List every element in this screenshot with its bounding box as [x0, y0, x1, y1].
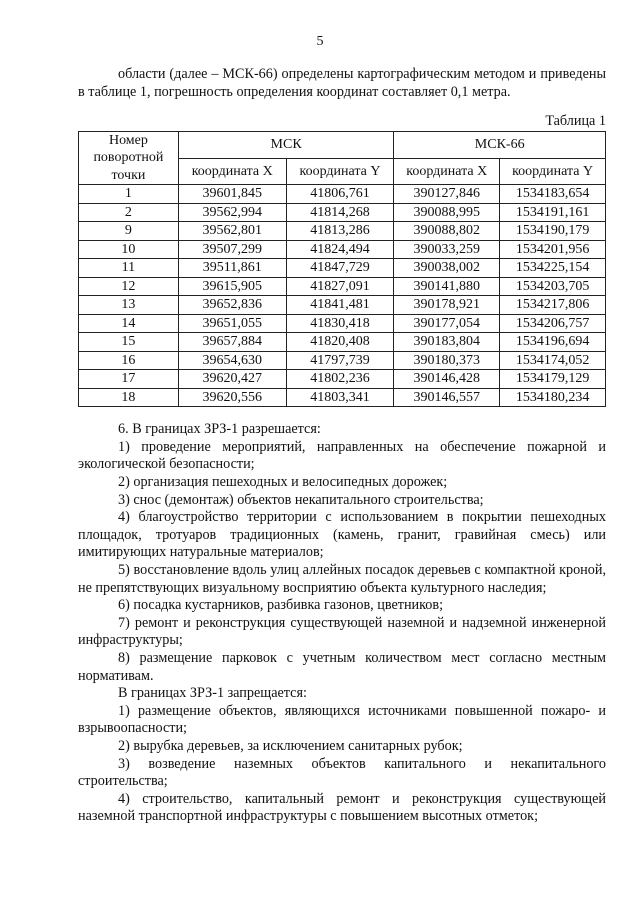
cell-msk-x: 39601,845 — [178, 185, 286, 204]
permitted-item-4: 4) благоустройство территории с использованием в покрытии пешеходных площадок, тротуаров традиционных (камень, гранит, гравийная смесь) или имитирующих натуральные материалов; — [78, 509, 606, 561]
cell-point-number: 2 — [79, 203, 179, 222]
cell-msk66-x: 390177,054 — [394, 314, 500, 333]
cell-msk66-y: 1534196,694 — [500, 333, 606, 352]
cell-msk-y: 41806,761 — [286, 185, 394, 204]
table-row — [79, 277, 606, 296]
cell-msk-y: 41797,739 — [286, 351, 394, 370]
cell-msk-x: 39620,427 — [178, 370, 286, 389]
cell-msk66-y: 1534201,956 — [500, 240, 606, 259]
table-row — [79, 333, 606, 352]
cell-msk-x: 39507,299 — [178, 240, 286, 259]
cell-msk-x: 39651,055 — [178, 314, 286, 333]
cell-msk-y: 41813,286 — [286, 222, 394, 241]
cell-msk66-x: 390127,846 — [394, 185, 500, 204]
prohibited-item-4: 4) строительство, капитальный ремонт и реконструкция существующей наземной транспортной инфраструктуры с повышением высотных отметок; — [78, 790, 606, 825]
cell-msk66-x: 390178,921 — [394, 296, 500, 315]
cell-msk66-x: 390146,557 — [394, 388, 500, 407]
cell-msk66-x: 390038,002 — [394, 259, 500, 278]
cell-msk-x: 39562,994 — [178, 203, 286, 222]
table-row — [79, 314, 606, 333]
table-row — [79, 203, 606, 222]
cell-msk-x: 39615,905 — [178, 277, 286, 296]
cell-msk-y: 41827,091 — [286, 277, 394, 296]
cell-point-number: 1 — [79, 185, 179, 204]
cell-msk66-y: 1534206,757 — [500, 314, 606, 333]
section-permitted-heading: 6. В границах ЗРЗ-1 разрешается: — [118, 421, 321, 438]
cell-msk66-y: 1534183,654 — [500, 185, 606, 204]
cell-point-number: 14 — [79, 314, 179, 333]
cell-point-number: 12 — [79, 277, 179, 296]
cell-msk-x: 39511,861 — [178, 259, 286, 278]
header-msk-y: координата Y — [286, 158, 394, 185]
cell-msk66-x: 390088,995 — [394, 203, 500, 222]
header-point-number: Номер поворотной точки — [79, 131, 179, 185]
cell-msk66-x: 390180,373 — [394, 351, 500, 370]
cell-msk66-x: 390088,802 — [394, 222, 500, 241]
coordinates-table — [78, 131, 606, 408]
page-number: 5 — [316, 34, 324, 49]
cell-msk-x: 39657,884 — [178, 333, 286, 352]
section-prohibited-heading: В границах ЗРЗ-1 запрещается: — [118, 685, 307, 702]
cell-msk-x: 39562,801 — [178, 222, 286, 241]
cell-msk-x: 39652,836 — [178, 296, 286, 315]
cell-msk-x: 39620,556 — [178, 388, 286, 407]
table-row — [79, 259, 606, 278]
header-msk66-y: координата Y — [500, 158, 606, 185]
header-msk: МСК — [178, 131, 394, 158]
cell-msk-y: 41841,481 — [286, 296, 394, 315]
cell-msk66-y: 1534203,705 — [500, 277, 606, 296]
cell-msk66-y: 1534217,806 — [500, 296, 606, 315]
permitted-item-3: 3) снос (демонтаж) объектов некапитального строительства; — [118, 491, 484, 508]
prohibited-item-3: 3) возведение наземных объектов капитального и некапитального строительства; — [78, 755, 606, 790]
cell-point-number: 9 — [79, 222, 179, 241]
permitted-item-8: 8) размещение парковок с учетным количеством мест согласно местным нормативам. — [78, 650, 606, 684]
table-row — [79, 222, 606, 241]
cell-point-number: 16 — [79, 351, 179, 370]
header-msk66-x: координата X — [394, 158, 500, 185]
cell-msk66-y: 1534180,234 — [500, 388, 606, 407]
prohibited-item-2: 2) вырубка деревьев, за исключением санитарных рубок; — [118, 737, 463, 754]
cell-point-number: 15 — [79, 333, 179, 352]
cell-msk66-x: 390183,804 — [394, 333, 500, 352]
cell-msk66-y: 1534190,179 — [500, 222, 606, 241]
cell-msk-y: 41814,268 — [286, 203, 394, 222]
cell-msk66-y: 1534174,052 — [500, 351, 606, 370]
permitted-item-2: 2) организация пешеходных и велосипедных дорожек; — [118, 474, 448, 491]
permitted-item-7: 7) ремонт и реконструкция существующей наземной и надземной инженерной инфраструктуры; — [78, 614, 606, 649]
cell-msk-y: 41847,729 — [286, 259, 394, 278]
cell-msk66-y: 1534191,161 — [500, 203, 606, 222]
prohibited-item-1: 1) размещение объектов, являющихся источниками повышенной пожаро- и взрывоопасности; — [78, 702, 606, 737]
cell-point-number: 11 — [79, 259, 179, 278]
cell-point-number: 17 — [79, 370, 179, 389]
table-row — [79, 240, 606, 259]
document-body — [78, 66, 606, 826]
cell-msk-x: 39654,630 — [178, 351, 286, 370]
table-row — [79, 388, 606, 407]
cell-msk-y: 41803,341 — [286, 388, 394, 407]
cell-msk66-x: 390033,259 — [394, 240, 500, 259]
cell-msk66-y: 1534225,154 — [500, 259, 606, 278]
cell-msk-y: 41824,494 — [286, 240, 394, 259]
permitted-item-6: 6) посадка кустарников, разбивка газонов, цветников; — [118, 597, 444, 614]
cell-point-number: 10 — [79, 240, 179, 259]
cell-msk66-x: 390146,428 — [394, 370, 500, 389]
table-row — [79, 296, 606, 315]
cell-msk-y: 41802,236 — [286, 370, 394, 389]
table-caption: Таблица 1 — [545, 113, 606, 130]
cell-msk-y: 41820,408 — [286, 333, 394, 352]
intro-paragraph: области (далее – МСК-66) определены картографическим методом и приведены в таблице 1, погрешность определения координат составляет 0,1 метра. — [78, 66, 606, 100]
cell-point-number: 13 — [79, 296, 179, 315]
cell-point-number: 18 — [79, 388, 179, 407]
regulations-text — [78, 421, 606, 826]
cell-msk-y: 41830,418 — [286, 314, 394, 333]
cell-msk66-x: 390141,880 — [394, 277, 500, 296]
table-body — [79, 185, 606, 407]
permitted-item-1: 1) проведение мероприятий, направленных на обеспечение пожарной и экологической безопасности; — [78, 438, 606, 473]
permitted-item-5: 5) восстановление вдоль улиц аллейных посадок деревьев с компактной кроной, не препятствующих визуальному восприятию объекта культурного наследия; — [78, 562, 606, 596]
header-msk66: МСК-66 — [394, 131, 606, 158]
table-row — [79, 185, 606, 204]
cell-msk66-y: 1534179,129 — [500, 370, 606, 389]
table-row — [79, 351, 606, 370]
table-row — [79, 370, 606, 389]
header-msk-x: координата X — [178, 158, 286, 185]
